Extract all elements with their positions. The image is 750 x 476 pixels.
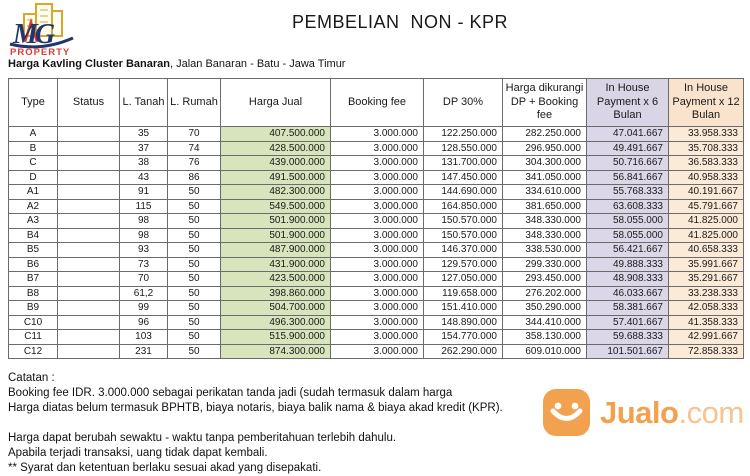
table-cell: 428.500.000 [221, 141, 331, 156]
table-cell: 70 [120, 272, 168, 287]
table-cell: 119.658.000 [424, 286, 503, 301]
table-cell: B [9, 141, 58, 156]
table-cell: 231 [120, 344, 168, 359]
jualo-watermark [543, 389, 744, 436]
table-cell: C11 [9, 330, 58, 345]
table-cell: 146.370.000 [424, 243, 503, 258]
table-cell: 487.900.000 [221, 243, 331, 258]
table-cell [58, 315, 120, 330]
col-header-inhouse-12: In House Payment x 12 Bulan [669, 79, 744, 127]
table-cell: 341.050.000 [503, 170, 587, 185]
table-cell: 98 [120, 214, 168, 229]
table-cell: 304.300.000 [503, 156, 587, 171]
table-cell: 50 [168, 344, 221, 359]
table-cell: 3.000.000 [331, 257, 424, 272]
table-cell: 3.000.000 [331, 344, 424, 359]
table-cell: 151.410.000 [424, 301, 503, 316]
table-cell: 348.330.000 [503, 214, 587, 229]
table-cell: C [9, 156, 58, 171]
table-cell: 439.000.000 [221, 156, 331, 171]
table-cell [58, 156, 120, 171]
table-cell: 50 [168, 185, 221, 200]
table-cell: 73 [120, 257, 168, 272]
table-cell: 58.055.000 [587, 228, 669, 243]
table-cell: B6 [9, 257, 58, 272]
table-cell: 874.300.000 [221, 344, 331, 359]
table-cell: 45.791.667 [669, 199, 744, 214]
table-cell: 3.000.000 [331, 228, 424, 243]
table-row [9, 330, 744, 345]
table-cell: 72.858.333 [669, 344, 744, 359]
page-title: PEMBELIAN NON - KPR [291, 12, 509, 32]
table-cell: 338.530.000 [503, 243, 587, 258]
table-cell: C10 [9, 315, 58, 330]
table-cell: 58.381.667 [587, 301, 669, 316]
table-cell: 47.041.667 [587, 127, 669, 142]
table-cell: 101.501.667 [587, 344, 669, 359]
table-cell: 55.768.333 [587, 185, 669, 200]
table-cell: 3.000.000 [331, 315, 424, 330]
table-cell: 50 [168, 228, 221, 243]
table-cell: 36.583.333 [669, 156, 744, 171]
col-header-l-tanah: L. Tanah [120, 79, 168, 127]
table-cell [58, 301, 120, 316]
table-cell: A2 [9, 199, 58, 214]
col-header-inhouse-6: In House Payment x 6 Bulan [587, 79, 669, 127]
table-cell: 127.050.000 [424, 272, 503, 287]
table-cell: D [9, 170, 58, 185]
table-cell: 491.500.000 [221, 170, 331, 185]
notes-bottom [8, 431, 396, 476]
table-cell: 50.716.667 [587, 156, 669, 171]
table-cell: 128.550.000 [424, 141, 503, 156]
table-cell: A1 [9, 185, 58, 200]
table-cell [58, 257, 120, 272]
table-cell: 57.401.667 [587, 315, 669, 330]
table-cell: 42.058.333 [669, 301, 744, 316]
col-header-harga-dikurangi: Harga dikurangi DP + Booking fee [503, 79, 587, 127]
table-cell: 50 [168, 257, 221, 272]
table-cell: 3.000.000 [331, 243, 424, 258]
table-cell: 148.890.000 [424, 315, 503, 330]
note-line: Harga dapat berubah sewaktu - waktu tanpa pemberitahuan terlebih dahulu. [8, 432, 397, 444]
table-cell [58, 272, 120, 287]
subtitle [8, 58, 345, 70]
table-cell: 63.608.333 [587, 199, 669, 214]
table-row [9, 214, 744, 229]
table-cell: 50 [168, 214, 221, 229]
notes-label: Catatan : [8, 372, 55, 384]
table-cell: 3.000.000 [331, 199, 424, 214]
table-cell: 86 [168, 170, 221, 185]
table-cell: 50 [168, 330, 221, 345]
note-line: Harga diatas belum termasuk BPHTB, biaya notaris, biaya balik nama & biaya akad kredit (KPR). [8, 402, 503, 414]
table-row [9, 344, 744, 359]
table-cell: 299.330.000 [503, 257, 587, 272]
table-cell: 40.658.333 [669, 243, 744, 258]
table-cell [58, 199, 120, 214]
table-cell: 76 [168, 156, 221, 171]
table-cell: 61,2 [120, 286, 168, 301]
table-cell: 35.291.667 [669, 272, 744, 287]
table-row [9, 156, 744, 171]
table-cell: 91 [120, 185, 168, 200]
table-cell: 41.825.000 [669, 228, 744, 243]
table-cell: 43 [120, 170, 168, 185]
table-cell: 549.500.000 [221, 199, 331, 214]
price-table [8, 78, 744, 359]
table-cell: 398.860.000 [221, 286, 331, 301]
table-cell: 515.900.000 [221, 330, 331, 345]
table-cell [58, 214, 120, 229]
table-cell [58, 141, 120, 156]
table-cell: 56.421.667 [587, 243, 669, 258]
note-line: Booking fee IDR. 3.000.000 sebagai perikatan tanda jadi (sudah termasuk dalam harga [8, 387, 453, 399]
table-cell: 40.958.333 [669, 170, 744, 185]
table-cell: 3.000.000 [331, 170, 424, 185]
jualo-brand: Jualo [600, 394, 679, 430]
table-cell: 3.000.000 [331, 214, 424, 229]
table-cell: 40.191.667 [669, 185, 744, 200]
table-cell: 350.290.000 [503, 301, 587, 316]
jualo-smile-icon [543, 389, 590, 436]
table-row [9, 127, 744, 142]
table-cell: 3.000.000 [331, 185, 424, 200]
table-cell: 344.410.000 [503, 315, 587, 330]
col-header-harga-jual: Harga Jual [221, 79, 331, 127]
table-cell: 49.888.333 [587, 257, 669, 272]
table-cell: 99 [120, 301, 168, 316]
note-line: ** Syarat dan ketentuan berlaku sesuai akad yang disepakati. [8, 462, 322, 474]
table-cell: 334.610.000 [503, 185, 587, 200]
subtitle-address: , Jalan Banaran - Batu - Jawa Timur [170, 58, 346, 70]
table-cell: 37 [120, 141, 168, 156]
table-cell: 3.000.000 [331, 301, 424, 316]
table-row [9, 141, 744, 156]
table-cell: 381.650.000 [503, 199, 587, 214]
table-cell: 103 [120, 330, 168, 345]
table-cell: 131.700.000 [424, 156, 503, 171]
table-cell: 96 [120, 315, 168, 330]
table-header-row [9, 79, 744, 127]
table-cell: 609.010.000 [503, 344, 587, 359]
table-cell: 35 [120, 127, 168, 142]
table-cell: 59.688.333 [587, 330, 669, 345]
col-header-status: Status [58, 79, 120, 127]
table-cell [58, 344, 120, 359]
table-cell: B4 [9, 228, 58, 243]
table-cell: 50 [168, 286, 221, 301]
table-cell: 129.570.000 [424, 257, 503, 272]
table-cell: 33.958.333 [669, 127, 744, 142]
jualo-wordmark [600, 395, 744, 431]
table-cell: 358.130.000 [503, 330, 587, 345]
table-cell: 93 [120, 243, 168, 258]
table-cell: 3.000.000 [331, 272, 424, 287]
table-cell [58, 286, 120, 301]
table-cell: 50 [168, 272, 221, 287]
table-cell: 41.825.000 [669, 214, 744, 229]
table-cell: 70 [168, 127, 221, 142]
jualo-suffix: .com [678, 394, 744, 430]
table-cell: 122.250.000 [424, 127, 503, 142]
table-cell: 48.908.333 [587, 272, 669, 287]
table-cell: 262.290.000 [424, 344, 503, 359]
table-row [9, 272, 744, 287]
table-cell [58, 185, 120, 200]
table-row [9, 199, 744, 214]
note-line: Apabila terjadi transaksi, uang tidak dapat kembali. [8, 447, 268, 459]
col-header-dp30: DP 30% [424, 79, 503, 127]
table-cell [58, 228, 120, 243]
table-cell: 154.770.000 [424, 330, 503, 345]
price-table-body [9, 127, 744, 359]
table-cell: 150.570.000 [424, 214, 503, 229]
table-cell: 501.900.000 [221, 228, 331, 243]
table-cell: 276.202.000 [503, 286, 587, 301]
table-row [9, 170, 744, 185]
mg-logo-property-label: PROPERTY [10, 47, 71, 58]
table-cell: 348.330.000 [503, 228, 587, 243]
table-cell: 3.000.000 [331, 286, 424, 301]
table-cell: 56.841.667 [587, 170, 669, 185]
table-cell: 74 [168, 141, 221, 156]
table-cell: 46.033.667 [587, 286, 669, 301]
table-cell [58, 243, 120, 258]
table-cell: 50 [168, 315, 221, 330]
table-cell: 50 [168, 199, 221, 214]
table-row [9, 315, 744, 330]
col-header-booking-fee: Booking fee [331, 79, 424, 127]
table-cell: 150.570.000 [424, 228, 503, 243]
table-cell: 49.491.667 [587, 141, 669, 156]
table-cell: 3.000.000 [331, 330, 424, 345]
mg-logo-letters: MG [13, 19, 53, 50]
table-cell: 115 [120, 199, 168, 214]
table-cell: 41.358.333 [669, 315, 744, 330]
subtitle-cluster-name: Harga Kavling Cluster Banaran [8, 58, 170, 70]
table-row [9, 286, 744, 301]
table-cell: 501.900.000 [221, 214, 331, 229]
table-row [9, 228, 744, 243]
table-cell: 293.450.000 [503, 272, 587, 287]
table-cell [58, 170, 120, 185]
notes-top [8, 371, 503, 416]
table-cell [58, 127, 120, 142]
table-cell: 282.250.000 [503, 127, 587, 142]
table-cell: A3 [9, 214, 58, 229]
table-cell: 482.300.000 [221, 185, 331, 200]
table-cell: 144.690.000 [424, 185, 503, 200]
table-cell: 431.900.000 [221, 257, 331, 272]
table-cell: C12 [9, 344, 58, 359]
col-header-type: Type [9, 79, 58, 127]
table-cell [58, 330, 120, 345]
table-cell: 3.000.000 [331, 127, 424, 142]
table-cell: 3.000.000 [331, 156, 424, 171]
table-cell: 296.950.000 [503, 141, 587, 156]
table-cell: 50 [168, 301, 221, 316]
table-cell: 42.991.667 [669, 330, 744, 345]
table-cell: A [9, 127, 58, 142]
table-cell: B9 [9, 301, 58, 316]
table-cell: 3.000.000 [331, 141, 424, 156]
table-cell: 423.500.000 [221, 272, 331, 287]
table-row [9, 185, 744, 200]
table-cell: 35.708.333 [669, 141, 744, 156]
table-cell: 58.055.000 [587, 214, 669, 229]
table-cell: 50 [168, 243, 221, 258]
table-cell: B7 [9, 272, 58, 287]
table-cell: 496.300.000 [221, 315, 331, 330]
table-cell: 147.450.000 [424, 170, 503, 185]
table-row [9, 243, 744, 258]
col-header-l-rumah: L. Rumah [168, 79, 221, 127]
table-cell: B8 [9, 286, 58, 301]
table-row [9, 257, 744, 272]
table-cell: 38 [120, 156, 168, 171]
table-cell: 35.991.667 [669, 257, 744, 272]
table-cell: 504.700.000 [221, 301, 331, 316]
table-cell: B5 [9, 243, 58, 258]
table-cell: 164.850.000 [424, 199, 503, 214]
table-cell: 407.500.000 [221, 127, 331, 142]
table-row [9, 301, 744, 316]
table-cell: 33.238.333 [669, 286, 744, 301]
table-cell: 98 [120, 228, 168, 243]
